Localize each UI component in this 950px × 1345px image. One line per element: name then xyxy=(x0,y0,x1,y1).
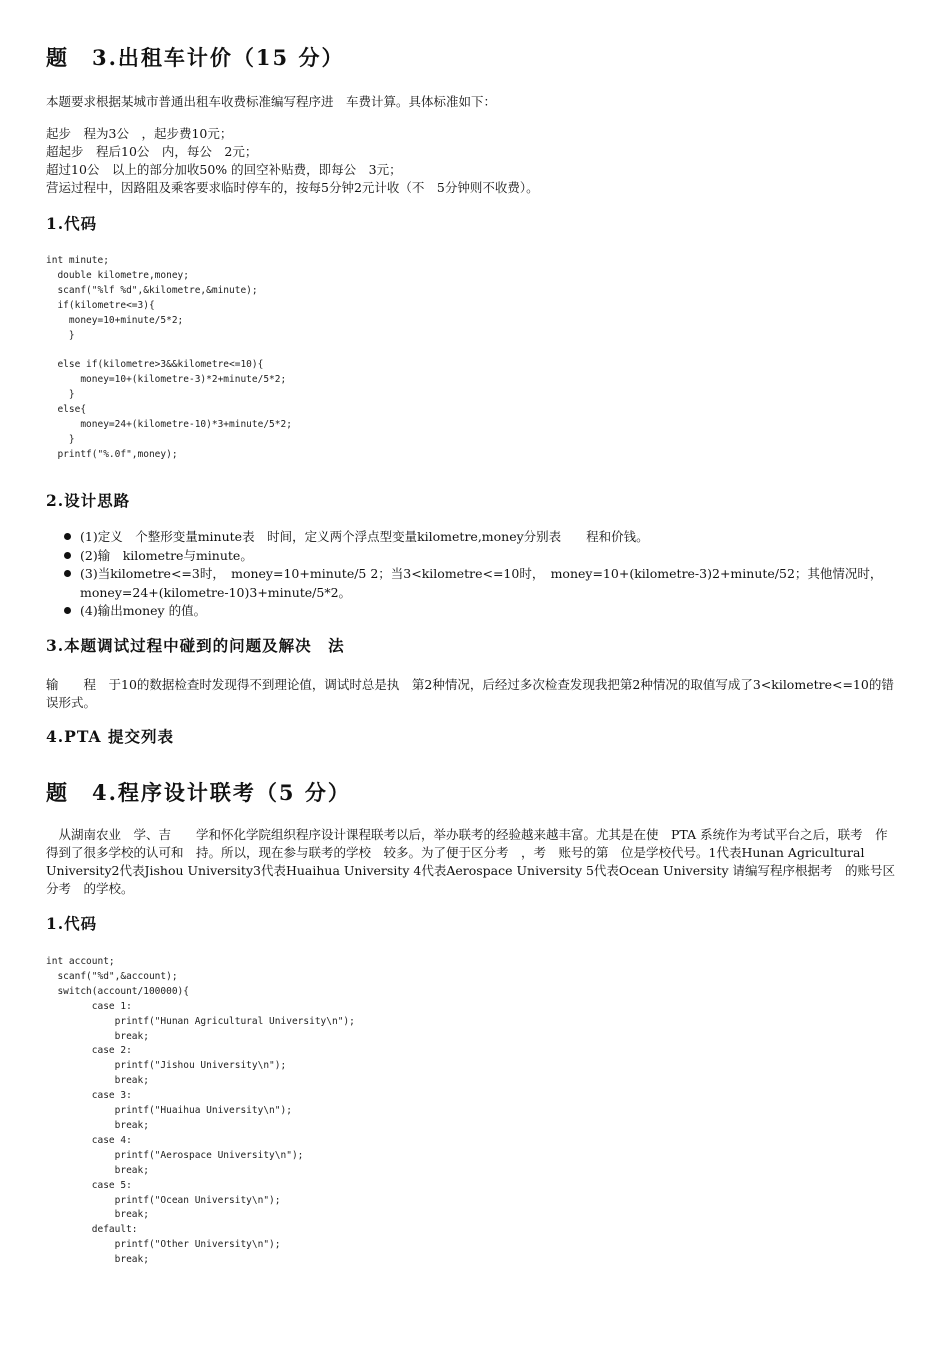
q3-rule-3: 超过10公 以上的部分加收50% 的回空补贴费，即每公 3元； xyxy=(46,162,402,177)
q4-code-heading: 1.代码 xyxy=(46,914,98,933)
q3-code-block: int minute; double kilometre,money; scanf("%lf %d",&kilometre,&minute); if(kilometre<=3){ money=10+minute/5*2; } else if(kilometre>3&&kilometre<=10){ money=10+(kilometre-3)*2+minute/5*2; } else{ money=24+(kilometre-10)*3+minute/5*2; } printf("%.0f",money); xyxy=(46,255,292,460)
bullet-icon xyxy=(64,533,71,540)
q3-rule-2: 超起步 程后10公 内，每公 2元； xyxy=(46,144,258,159)
q3-design-heading: 2.设计思路 xyxy=(46,491,131,510)
q3-title: 题 3.出租车计价（15 分） xyxy=(46,45,345,70)
q4-title: 题 4.程序设计联考（5 分） xyxy=(46,780,351,805)
q3-design-list xyxy=(64,528,884,621)
bullet-icon xyxy=(64,570,71,577)
q3-pta-heading: 4.PTA 提交列表 xyxy=(46,727,174,746)
bullet-icon xyxy=(64,552,71,559)
q3-intro: 本题要求根据某城市普通出租车收费标准编写程序进 车费计算。具体标准如下： xyxy=(46,94,497,109)
list-item: (1)定义 个整形变量minute表 时间，定义两个浮点型变量kilometre,money分别表 程和价钱。 xyxy=(64,528,884,547)
q3-debug-text: 输 程 于10的数据检查时发现得不到理论值，调试时总是执 第2种情况，后经过多次检查发现我把第2种情况的取值写成了3<kilometre<=10的错误形式。 xyxy=(46,677,894,710)
bullet-icon xyxy=(64,607,71,614)
q3-code-heading: 1.代码 xyxy=(46,214,98,233)
list-item: (4)输出money 的值。 xyxy=(64,602,884,621)
list-item: (2)输 kilometre与minute。 xyxy=(64,547,884,566)
q4-code-block: int account; scanf("%d",&account); switch(account/100000){ case 1: printf("Hunan Agricultural University\n"); break; case 2: printf("Jishou University\n"); break; case 3: printf("Huaihua University\n"); break; case 4: printf("Aerospace University\n"); break; case 5: printf("Ocean University\n"); break; default: printf("Other University\n"); break; xyxy=(46,956,355,1266)
q3-rule-1: 起步 程为3公 ，起步费10元； xyxy=(46,126,233,141)
q4-intro: 从湖南农业 学、吉 学和怀化学院组织程序设计课程联考以后，举办联考的经验越来越丰富。尤其是在使 PTA 系统作为考试平台之后，联考 作得到了很多学校的认可和 持。所以，现在参与联考的学校 较多。为了便于区分考 ，考 账号的第 位是学校代号。1代表Hunan Agricultural University2代表Jishou University3代表Huaihua University 4代表Aerospace University 5代表Ocean University 请编写程序根据考 的账号区分考 的学校。 xyxy=(46,827,896,896)
q3-rule-4: 营运过程中，因路阻及乘客要求临时停车的，按每5分钟2元计收（不 5分钟则不收费）。 xyxy=(46,180,539,195)
list-item: (3)当kilometre<=3时， money=10+minute/5 2；当3<kilometre<=10时， money=10+(kilometre-3)2+minute/52；其他情况时，money=24+(kilometre-10)3+minute/5*2。 xyxy=(64,565,884,602)
q3-debug-heading: 3.本题调试过程中碰到的问题及解决 法 xyxy=(46,636,345,655)
